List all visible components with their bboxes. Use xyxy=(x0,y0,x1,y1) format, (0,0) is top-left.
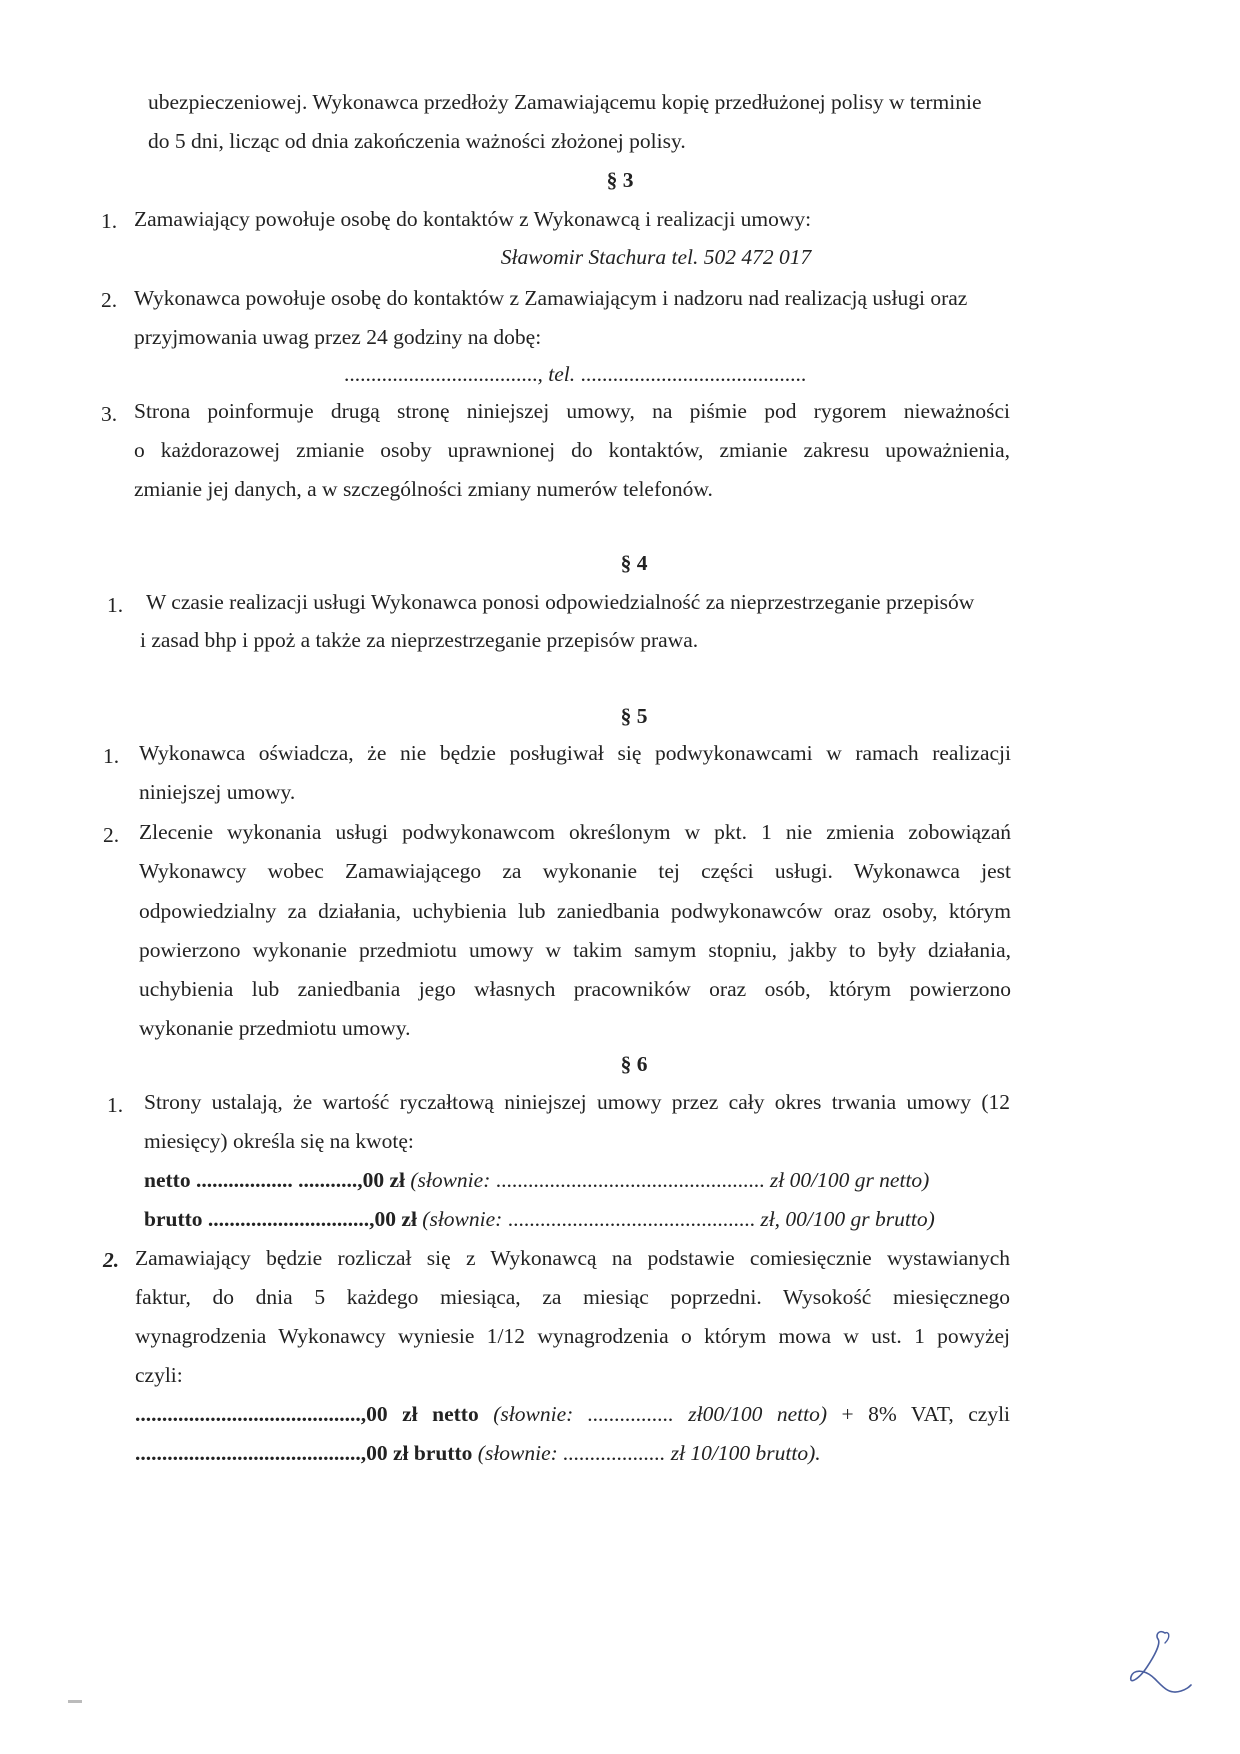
scan-artifact-mark xyxy=(68,1700,82,1703)
contact-tel-blank: .......................................... xyxy=(580,362,807,386)
handwritten-initial-signature xyxy=(1125,1625,1195,1705)
s5-p2-line-6: wykonanie przedmiotu umowy. xyxy=(139,1016,411,1040)
monthly-brutto-row xyxy=(135,1443,821,1465)
netto-suffix: zł 00/100 gr netto) xyxy=(769,1168,930,1192)
s4-p1-line-2: i zasad bhp i ppoż a także za nieprzestrzeganie przepisów prawa. xyxy=(140,628,699,652)
brutto-slownie-blank: .............................................. xyxy=(507,1207,755,1231)
s6-p2-line-4: czyli: xyxy=(135,1363,183,1387)
s4-p1-number: 1. xyxy=(107,593,124,617)
s6-p2-line-3: wynagrodzenia Wykonawcy wyniesie 1/12 wynagrodzenia o którym mowa w ust. 1 powyżej xyxy=(135,1324,1010,1348)
netto-slownie-label: (słownie: xyxy=(410,1168,491,1192)
s5-p1-line-1: Wykonawca oświadcza, że nie będzie posługiwał się podwykonawcami w ramach realizacji xyxy=(139,741,1011,765)
s3-p1-line-1: Zamawiający powołuje osobę do kontaktów z Wykonawcą i realizacji umowy: xyxy=(134,207,812,231)
monthly-netto-row xyxy=(135,1404,1010,1426)
monthly-netto-suffix: + 8% VAT, czyli xyxy=(841,1402,1011,1426)
s5-p2-line-4: powierzono wykonanie przedmiotu umowy w takim samym stopniu, jakby to były działania, xyxy=(139,938,1011,962)
s3-p3-number: 3. xyxy=(101,402,118,426)
s3-p2-number: 2. xyxy=(101,288,118,312)
s5-p2-number: 2. xyxy=(103,823,120,847)
netto-slownie-blank: .................................................. xyxy=(495,1168,765,1192)
contact-name-blank: .................................... xyxy=(344,362,538,386)
section-3-heading: § 3 xyxy=(606,168,634,192)
s3-p3-line-1: Strona poinformuje drugą stronę niniejszej umowy, na piśmie pod rygorem nieważności xyxy=(134,399,1010,423)
brutto-slownie-label: (słownie: xyxy=(422,1207,503,1231)
contact-blank-row xyxy=(344,364,806,386)
intro-line-2: do 5 dni, licząc od dnia zakończenia ważności złożonej polisy. xyxy=(148,129,686,153)
s6-p1-line-1: Strony ustalają, że wartość ryczałtową niniejszej umowy przez cały okres trwania umowy (12 xyxy=(144,1090,1010,1114)
s6-p2-line-1: Zamawiający będzie rozliczał się z Wykonawcą na podstawie comiesięcznie wystawianych xyxy=(135,1246,1010,1270)
s3-p1-number: 1. xyxy=(101,209,118,233)
s3-p2-line-1: Wykonawca powołuje osobę do kontaktów z Zamawiającym i nadzoru nad realizacją usługi oraz xyxy=(134,286,968,310)
s6-p2-line-2: faktur, do dnia 5 każdego miesiąca, za miesiąc poprzedni. Wysokość miesięcznego xyxy=(135,1285,1010,1309)
s5-p2-line-5: uchybienia lub zaniedbania jego własnych pracowników oraz osób, którym powierzono xyxy=(139,977,1011,1001)
monthly-brutto-slownie: (słownie: ................... zł 10/100 brutto). xyxy=(477,1441,821,1465)
s5-p1-line-2: niniejszej umowy. xyxy=(139,780,296,804)
s6-p1-line-2: miesięcy) określa się na kwotę: xyxy=(144,1129,414,1153)
s6-p2-number: 2. xyxy=(103,1248,120,1272)
monthly-netto-slownie: (słownie: ................ zł00/100 netto) xyxy=(493,1402,827,1426)
s5-p1-number: 1. xyxy=(103,744,120,768)
section-6-heading: § 6 xyxy=(620,1052,648,1076)
monthly-brutto-label: ..........................................,00 zł brutto xyxy=(135,1441,473,1465)
s3-p2-line-2: przyjmowania uwag przez 24 godziny na dobę: xyxy=(134,325,542,349)
brutto-label: brutto ..............................,00 zł xyxy=(144,1207,417,1231)
brutto-suffix: zł, 00/100 gr brutto) xyxy=(760,1207,935,1231)
contact-person: Sławomir Stachura tel. 502 472 017 xyxy=(500,245,812,269)
netto-amount-row xyxy=(144,1170,929,1192)
s5-p2-line-3: odpowiedzialny za działania, uchybienia lub zaniedbania podwykonawców oraz osoby, którym xyxy=(139,899,1011,923)
section-5-heading: § 5 xyxy=(620,704,648,728)
s5-p2-line-2: Wykonawcy wobec Zamawiającego za wykonanie tej części usługi. Wykonawca jest xyxy=(139,859,1011,883)
intro-line-1: ubezpieczeniowej. Wykonawca przedłoży Zamawiającemu kopię przedłużonej polisy w terminie xyxy=(148,90,982,114)
netto-label: netto .................. ...........,00 zł xyxy=(144,1168,405,1192)
s4-p1-line-1: W czasie realizacji usługi Wykonawca ponosi odpowiedzialność za nieprzestrzeganie przepisów xyxy=(146,590,975,614)
monthly-netto-label: ..........................................,00 zł netto xyxy=(135,1402,479,1426)
contact-tel-label: , tel. xyxy=(537,362,576,386)
s3-p3-line-3: zmianie jej danych, a w szczególności zmiany numerów telefonów. xyxy=(134,477,713,501)
section-4-heading: § 4 xyxy=(620,551,648,575)
s6-p1-number: 1. xyxy=(107,1093,124,1117)
brutto-amount-row xyxy=(144,1209,935,1231)
s5-p2-line-1: Zlecenie wykonania usługi podwykonawcom określonym w pkt. 1 nie zmienia zobowiązań xyxy=(139,820,1011,844)
s3-p3-line-2: o każdorazowej zmianie osoby uprawnionej do kontaktów, zmianie zakresu upoważnienia, xyxy=(134,438,1010,462)
